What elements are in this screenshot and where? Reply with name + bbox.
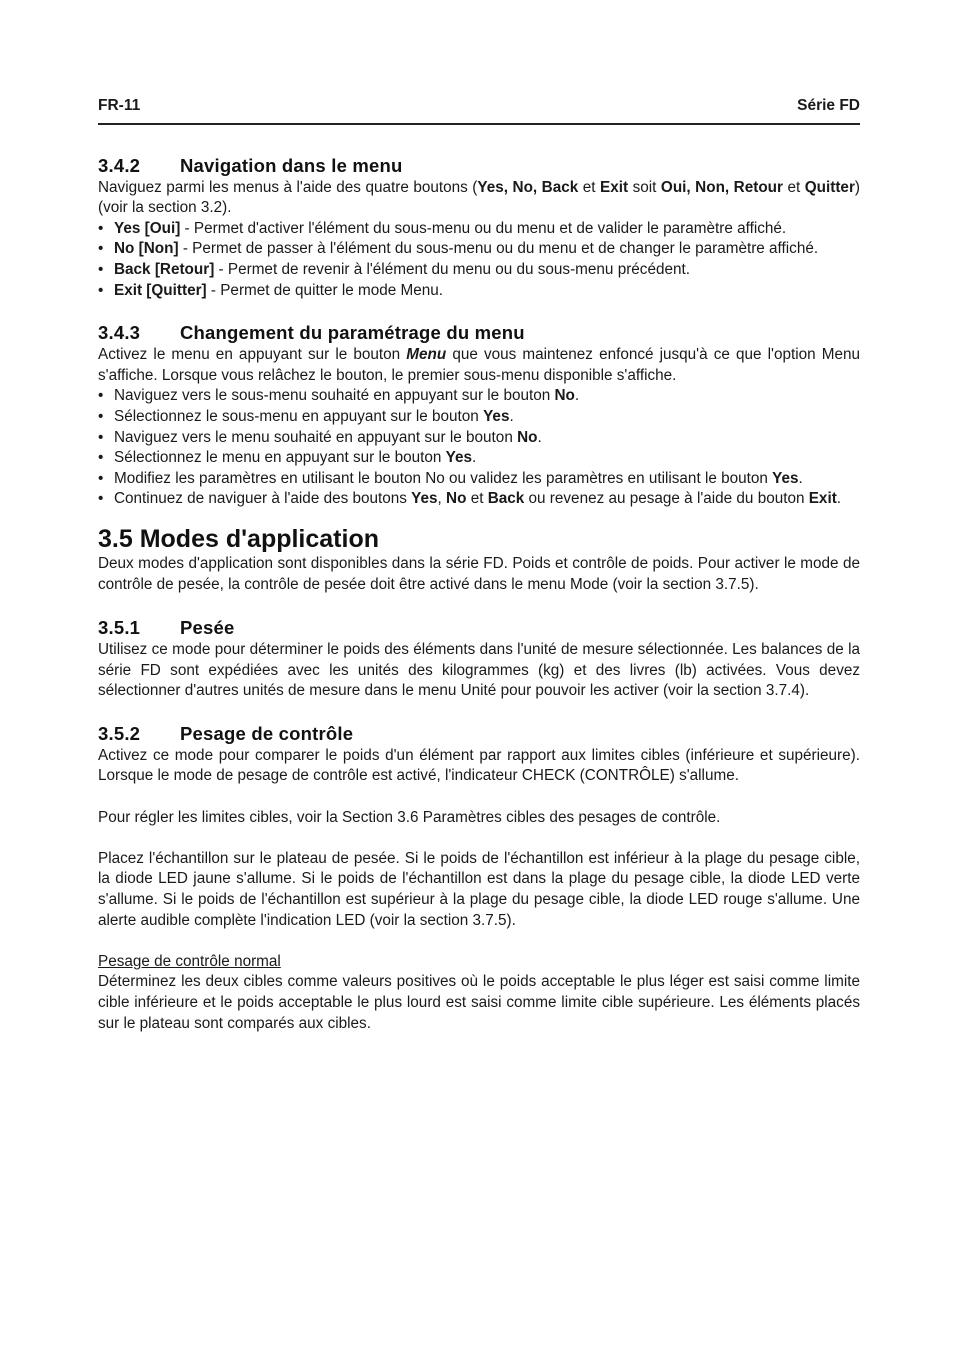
list-item: • Modifiez les paramètres en utilisant le bouton No ou validez les paramètres en utilisant le bouton Yes. [98,469,860,490]
section-3-5-1-text: Utilisez ce mode pour déterminer le poids des éléments dans l'unité de mesure sélectionnée. Les balances de la série FD sont expédiées avec les unités des kilogrammes (kg) et des livres (lb) activées. Vous devez sélectionner d'autres unités de mesure dans le menu Unité pour pouvoir les activer (voir la section 3.7.4). [98,641,860,700]
list-item: • Yes [Oui] - Permet d'activer l'élément du sous-menu ou du menu et de valider le paramètre affiché. [98,219,860,240]
section-3-4-3-list [98,386,860,510]
series-name: Série FD [797,97,860,114]
subsection-title: Pesage de contrôle normal [98,952,281,970]
list-item: • Back [Retour] - Permet de revenir à l'élément du menu ou du sous-menu précédent. [98,260,860,281]
section-3-4-2-list [98,219,860,301]
section-3-5-heading: 3.5 Modes d'application [98,524,379,553]
list-item: • Naviguez vers le menu souhaité en appuyant sur le bouton No. [98,428,860,449]
manual-page [98,96,860,1034]
section-3-5-1-heading: 3.5.1 Pesée [98,617,235,639]
page-number: FR-11 [98,97,141,114]
section-3-5-2-para-3: Placez l'échantillon sur le plateau de pesée. Si le poids de l'échantillon est inférieur à la plage du pesage cible, la diode LED jaune s'allume. Si le poids de l'échantillon est dans la plage du pesage cible, la diode LED verte s'allume. Si le poids de l'échantillon est supérieur à la plage du pesage cible, la diode LED rouge s'allume. Une alerte audible complète l'indication LED (voir la section 3.7.5). [98,849,860,929]
section-3-4-3-intro: Activez le menu en appuyant sur le bouton Menu que vous maintenez enfoncé jusqu'à ce que l'option Menu s'affiche. Lorsque vous relâchez le bouton, le premier sous-menu disponible s'affiche. [98,346,860,384]
section-3-5-text: Deux modes d'application sont disponibles dans la série FD. Poids et contrôle de poids. Pour activer le mode de contrôle de pesée, la contrôle de pesée doit être activé dans le menu Mode (voir la section 3.7.5). [98,554,860,593]
list-item: • No [Non] - Permet de passer à l'élément du sous-menu ou du menu et de changer le paramètre affiché. [98,239,860,260]
list-item: • Exit [Quitter] - Permet de quitter le mode Menu. [98,281,860,302]
section-3-5-2-heading: 3.5.2 Pesage de contrôle [98,722,354,744]
section-3-5-2-para-1: Activez ce mode pour comparer le poids d'un élément par rapport aux limites cibles (inférieure et supérieure). Lorsque le mode de pesage de contrôle est activé, l'indicateur CHECK (CONTRÔLE) s'allume. [98,746,860,785]
section-3-5-2-para-2: Pour régler les limites cibles, voir la Section 3.6 Paramètres cibles des pesages de contrôle. [98,808,721,826]
section-3-4-2-intro: Naviguez parmi les menus à l'aide des quatre boutons (Yes, No, Back et Exit soit Oui, Non, Retour et Quitter) (voir la section 3.2). [98,178,860,217]
section-3-5-2-para-4: Déterminez les deux cibles comme valeurs positives où le poids acceptable le plus léger est saisi comme limite cible inférieure et le poids acceptable le plus lourd est saisi comme limite cible supérieure. Les éléments placés sur le plateau sont comparés aux cibles. [98,973,860,1032]
list-item: • Sélectionnez le sous-menu en appuyant sur le bouton Yes. [98,407,860,428]
list-item: • Sélectionnez le menu en appuyant sur le bouton Yes. [98,448,860,469]
section-3-4-2-heading: 3.4.2 Navigation dans le menu [98,154,403,176]
section-3-4-3-heading: 3.4.3 Changement du paramétrage du menu [98,322,525,344]
page-header [98,96,860,125]
list-item: • Continuez de naviguer à l'aide des boutons Yes, No et Back ou revenez au pesage à l'aide du bouton Exit. [98,489,860,510]
list-item: • Naviguez vers le sous-menu souhaité en appuyant sur le bouton No. [98,386,860,407]
